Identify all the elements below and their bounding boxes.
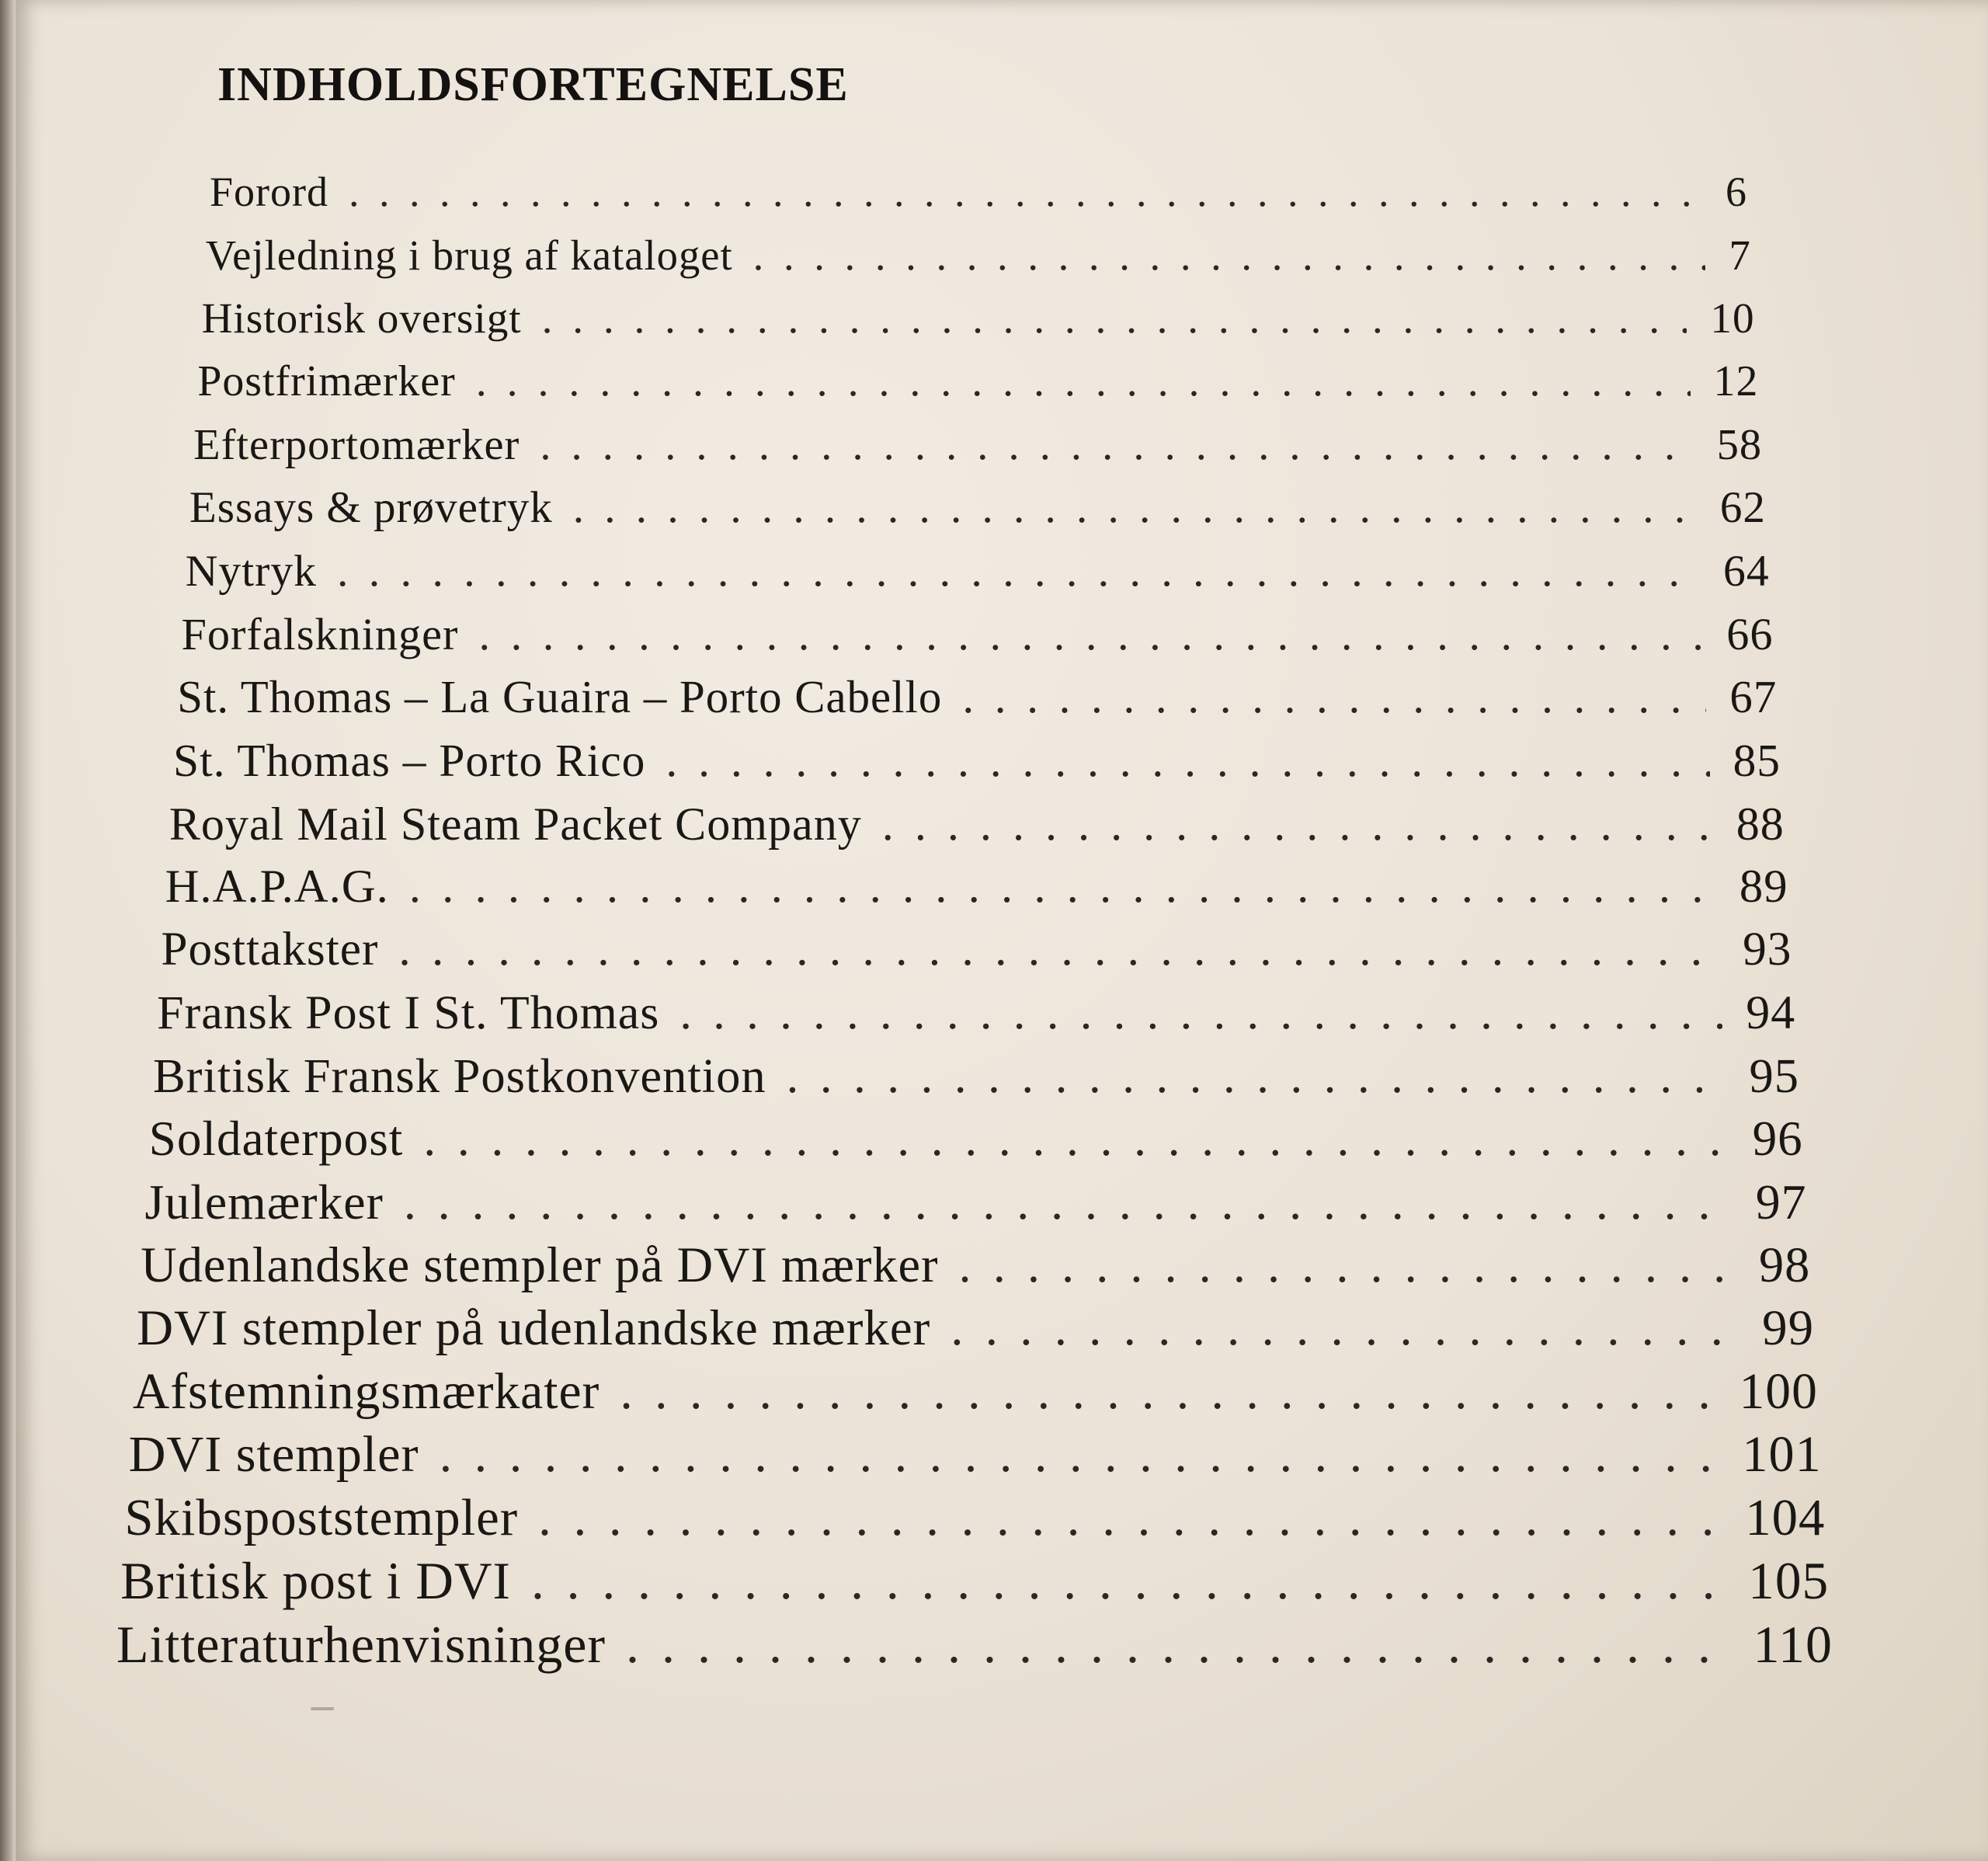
toc-entry-title: H.A.P.A.G. (165, 860, 389, 913)
dot-leader (349, 169, 1702, 215)
dot-leader (666, 736, 1709, 786)
toc-entry-title: Essays & prøvetryk (189, 482, 553, 532)
dot-leader (626, 1616, 1730, 1674)
toc-entry-page-number: 10 (1710, 294, 1755, 342)
toc-entry (141, 1238, 1810, 1293)
dot-leader (531, 1553, 1725, 1610)
dot-leader (787, 1049, 1726, 1103)
toc-entry (181, 610, 1773, 659)
dot-leader (337, 547, 1700, 596)
table-of-contents (16, 0, 1988, 1861)
toc-entry (120, 1553, 1829, 1610)
dot-leader (959, 1238, 1736, 1293)
toc-entry-title: Skibspoststempler (124, 1489, 519, 1547)
toc-entry (193, 421, 1762, 469)
dot-leader (423, 1112, 1729, 1166)
toc-entry-title: Vejledning i brug af kataloget (205, 231, 733, 279)
dot-leader (538, 1490, 1722, 1546)
dot-leader (398, 924, 1719, 976)
toc-entry (197, 358, 1758, 405)
toc-entry-page-number: 64 (1723, 546, 1770, 596)
book-spine-edge (0, 0, 16, 1861)
toc-entry (133, 1364, 1818, 1420)
toc-entry-page-number: 95 (1749, 1049, 1799, 1104)
toc-entry-title: Udenlandske stempler på DVI mærker (141, 1237, 939, 1293)
toc-entry-title: Postfrimærker (197, 357, 456, 405)
toc-entry-title: Efterportomærker (193, 420, 520, 469)
toc-entry-page-number: 12 (1713, 357, 1759, 405)
toc-entry-title: Afstemningsmærkater (132, 1364, 600, 1421)
toc-entry-page-number: 104 (1745, 1489, 1826, 1547)
toc-entry (189, 484, 1766, 533)
toc-entry-title: Fransk Post I St. Thomas (157, 986, 660, 1040)
toc-entry (169, 798, 1785, 850)
toc-entry (153, 1049, 1799, 1103)
toc-entry-page-number: 98 (1758, 1237, 1811, 1293)
page-title: INDHOLDSFORTEGNELSE (217, 58, 849, 111)
toc-entry-page-number: 110 (1753, 1615, 1833, 1674)
dot-leader (679, 986, 1722, 1039)
toc-entry-title: Forfalskninger (181, 608, 459, 659)
toc-entry (186, 547, 1770, 596)
dot-leader (404, 1175, 1733, 1230)
toc-entry (149, 1112, 1803, 1166)
toc-entry (137, 1301, 1814, 1356)
toc-entry-page-number: 89 (1739, 860, 1788, 913)
toc-entry-page-number: 62 (1719, 482, 1766, 532)
toc-entry (210, 169, 1747, 215)
dot-leader (620, 1364, 1715, 1420)
dot-leader (882, 798, 1713, 850)
toc-entry (145, 1175, 1807, 1230)
toc-entry-title: St. Thomas – La Guaira – Porto Cabello (177, 671, 943, 722)
toc-entry-page-number: 101 (1742, 1426, 1822, 1484)
dot-leader (951, 1301, 1739, 1356)
toc-entry-page-number: 96 (1752, 1111, 1803, 1167)
dot-leader (409, 861, 1716, 913)
dot-leader (476, 358, 1691, 405)
toc-entry-page-number: 66 (1726, 608, 1774, 659)
toc-entry-page-number: 100 (1739, 1364, 1818, 1421)
toc-entry-title: DVI stempler på udenlandske mærker (137, 1300, 931, 1357)
toc-entry-title: Posttakster (161, 923, 379, 976)
toc-entry (116, 1616, 1833, 1674)
toc-entry-title: Historisk oversigt (201, 294, 522, 342)
toc-entry-page-number: 97 (1755, 1174, 1807, 1230)
toc-entry (206, 232, 1751, 279)
toc-entry-title: Britisk Fransk Postkonvention (152, 1049, 766, 1104)
dot-leader (542, 295, 1687, 343)
toc-entry-page-number: 105 (1748, 1552, 1830, 1611)
toc-entry (173, 736, 1781, 786)
dot-leader (540, 421, 1693, 469)
page-smudge (311, 1707, 334, 1710)
dot-leader (753, 232, 1706, 279)
toc-entry-title: Britisk post i DVI (120, 1552, 511, 1611)
toc-entry (161, 924, 1792, 976)
dot-leader (573, 484, 1697, 533)
dot-leader (440, 1427, 1719, 1484)
toc-entry (124, 1490, 1825, 1546)
book-page (16, 0, 1988, 1861)
toc-entry-page-number: 6 (1726, 169, 1747, 215)
toc-entry-page-number: 99 (1762, 1300, 1815, 1357)
dot-leader (962, 673, 1706, 723)
toc-entry-title: Julemærker (144, 1174, 384, 1230)
toc-entry-title: DVI stempler (128, 1426, 419, 1484)
toc-entry (157, 986, 1795, 1039)
toc-entry-page-number: 85 (1733, 734, 1781, 786)
toc-entry-page-number: 58 (1716, 420, 1763, 469)
toc-entry-title: Soldaterpost (148, 1111, 404, 1167)
toc-entry-page-number: 94 (1746, 986, 1796, 1040)
toc-entry-title: Royal Mail Steam Packet Company (169, 797, 862, 850)
toc-entry (177, 673, 1777, 723)
dot-leader (478, 610, 1703, 659)
toc-entry-page-number: 93 (1743, 923, 1792, 976)
toc-entry (129, 1427, 1822, 1484)
toc-entry (165, 861, 1788, 913)
toc-entry-page-number: 67 (1729, 671, 1778, 722)
toc-entry-title: St. Thomas – Porto Rico (173, 734, 646, 786)
toc-entry-page-number: 88 (1736, 797, 1785, 850)
toc-entry (202, 295, 1755, 343)
toc-entry-page-number: 7 (1729, 231, 1751, 279)
toc-entry-title: Forord (210, 169, 328, 215)
toc-entry-title: Nytryk (185, 546, 317, 596)
toc-entry-title: Litteraturhenvisninger (116, 1615, 606, 1674)
